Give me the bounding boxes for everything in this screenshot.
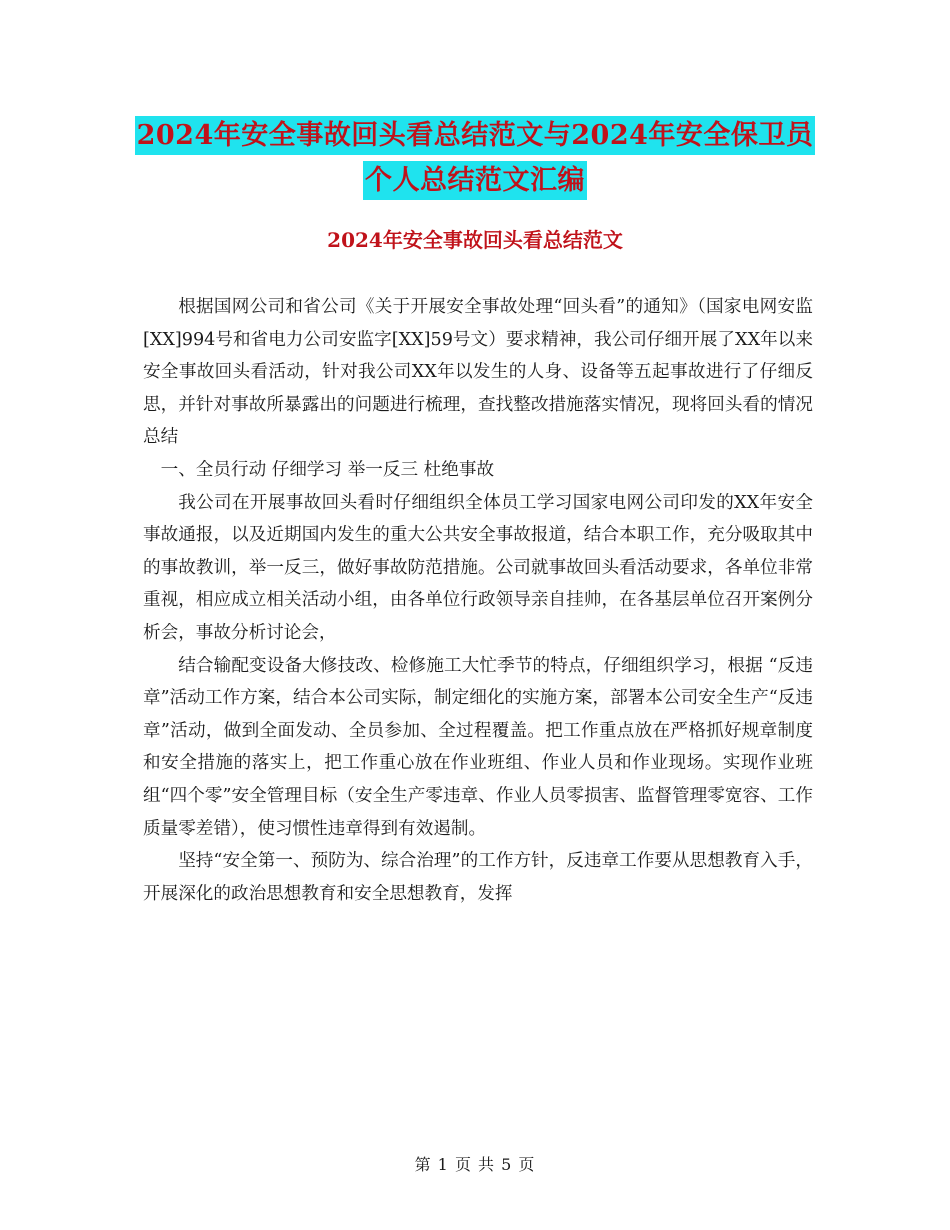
document-title-line-1 (0, 113, 950, 152)
paragraph-intro: 根据国网公司和省公司《关于开展安全事故处理“回头看”的通知》（国家电网安监[XX]994号和省电力公司安监字[XX]59号文）要求精神，我公司仔细开展了XX年以来安全事故回头看活动，针对我公司XX年以发生的人身、设备等五起事故进行了仔细反思，并针对事故所暴露出的问题进行梳理，查找整改措施落实情况，现将回头看的情况总结 (143, 297, 813, 448)
title-highlight: 2024年安全事故回头看总结范文与2024年安全保卫员 (135, 116, 816, 155)
document-title-line-2 (0, 158, 950, 197)
paragraph-anti-violation: 结合输配变设备大修技改、检修施工大忙季节的特点，仔细组织学习，根据 “反违章”活动工作方案，结合本公司实际，制定细化的实施方案，部署本公司安全生产“反违章”活动，做到全面发动、全员参加、全过程覆盖。把工作重点放在严格抓好规章制度和安全措施的落实上，把工作重心放在作业班组、作业人员和作业现场。实现作业班组“四个零”安全管理目标（安全生产零违章、作业人员零损害、监督管理零宽容、工作质量零差错），使习惯性违章得到有效遏制。 (143, 655, 813, 839)
paragraph-learning: 我公司在开展事故回头看时仔细组织全体员工学习国家电网公司印发的XX年安全事故通报，以及近期国内发生的重大公共安全事故报道，结合本职工作，充分吸取其中的事故教训，举一反三，做好事故防范措施。公司就事故回头看活动要求，各单位非常重视，相应成立相关活动小组，由各单位行政领导亲自挂帅，在各基层单位召开案例分析会，事故分析讨论会， (143, 492, 813, 643)
document-body (143, 291, 813, 910)
paragraph-safety-first: 坚持“安全第一、预防为、综合治理”的工作方针，反违章工作要从思想教育入手，开展深化的政治思想教育和安全思想教育，发挥 (143, 851, 813, 904)
section-title: 2024年安全事故回头看总结范文 (327, 228, 623, 252)
paragraph-heading-1: 一、全员行动 仔细学习 举一反三 杜绝事故 (160, 459, 495, 480)
title-highlight: 个人总结范文汇编 (363, 161, 587, 200)
page-footer: 第 1 页 共 5 页 (414, 1155, 536, 1174)
